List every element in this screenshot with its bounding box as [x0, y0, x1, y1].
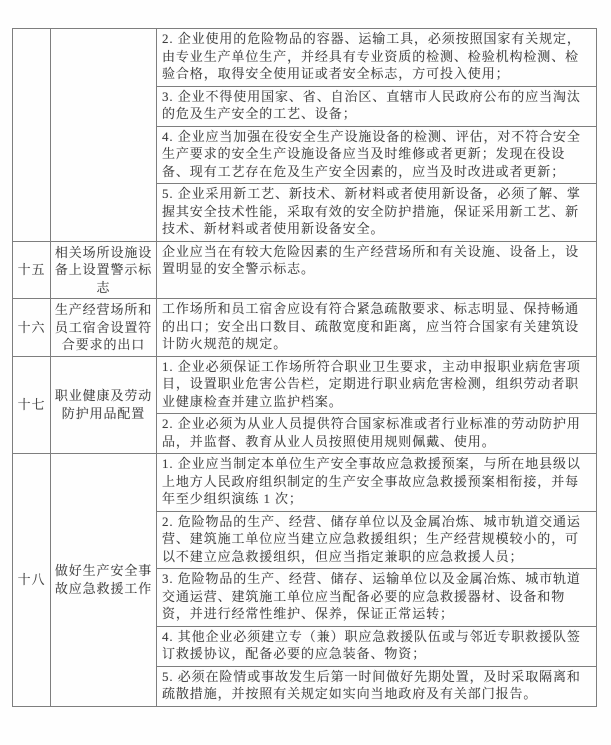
- table-row-17: [13, 356, 597, 454]
- row-index-cell: 十八: [13, 454, 51, 707]
- table-row-15: [13, 241, 597, 299]
- row-title-cell: [51, 29, 157, 242]
- table-row-16: [13, 299, 597, 357]
- clause-item: 2. 企业必须为从业人员提供符合国家标准或者行业标准的劳动防护用品，并监督、教育从业人员按照使用规则佩戴、使用。: [162, 416, 581, 449]
- clause-item: 企业应当在有较大危险因素的生产经营场所和有关设施、设备上，设置明显的安全警示标志。: [162, 243, 580, 276]
- clause-item: 5. 必须在险情或事故发生后第一时间做好先期处置，及时采取隔离和疏散措施，并按照有关规定如实向当地政府及有关部门报告。: [162, 668, 581, 701]
- clause-item: 1. 企业必须保证工作场所符合职业卫生要求，主动申报职业病危害项目，设置职业危害公告栏，定期进行职业病危害检测，组织劳动者职业健康检查并建立监护档案。: [157, 357, 596, 415]
- table-row-continuation: [13, 29, 597, 242]
- row-title-cell: 相关场所设施设备上设置警示标志: [51, 241, 157, 299]
- row-title-cell: 做好生产安全事故应急救援工作: [51, 454, 157, 707]
- row-index-cell: 十六: [13, 299, 51, 357]
- row-title-cell: 职业健康及劳动防护用品配置: [51, 356, 157, 454]
- row-content-cell: [157, 241, 597, 299]
- clause-item: 3. 危险物品的生产、经营、储存、运输单位以及金属冶炼、城市轨道交通运营、建筑施工单位应当配备必要的应急救援器材、设备和物资，并进行经常性维护、保养，保证正常运转；: [157, 569, 596, 627]
- clause-item: 2. 危险物品的生产、经营、储存单位以及金属冶炼、城市轨道交通运营、建筑施工单位应当建立应急救援组织；生产经营规模较小的，可以不建立应急救援组织，但应当指定兼职的应急救援人员；: [157, 512, 596, 570]
- row-content-cell: [157, 454, 597, 707]
- table-row-18: [13, 454, 597, 707]
- row-content-cell: [157, 356, 597, 454]
- row-content-cell: [157, 29, 597, 242]
- row-index-cell: [13, 29, 51, 242]
- clause-item: 5. 企业采用新工艺、新技术、新材料或者使用新设备，必须了解、掌握其安全技术性能，采取有效的安全防护措施，保证采用新工艺、新技术、新材料或者使用新设备安全。: [162, 186, 581, 236]
- clause-item: 2. 企业使用的危险物品的容器、运输工具，必须按照国家有关规定，由专业生产单位生产，并经具有专业资质的检测、检验机构检测、检验合格，取得安全使用证或者安全标志，方可投入使用；: [157, 29, 596, 87]
- row-title-cell: 生产经营场所和员工宿舍设置符合要求的出口: [51, 299, 157, 357]
- clause-item: 3. 企业不得使用国家、省、自治区、直辖市人民政府公布的应当淘汰的危及生产安全的工艺、设备；: [157, 87, 596, 127]
- row-index-cell: 十五: [13, 241, 51, 299]
- clause-item: 4. 企业应当加强在役安全生产设施设备的检测、评估，对不符合安全生产要求的安全生产设施设备应当及时维修或者更新；发现在役设备、现有工艺存在危及生产安全因素的，应当及时改进或者更新；: [157, 127, 596, 185]
- clause-item: 工作场所和员工宿舍应设有符合紧急疏散要求、标志明显、保持畅通的出口；安全出口数目、疏散宽度和距离，应当符合国家有关建筑设计防火规范的规定。: [162, 301, 580, 351]
- safety-regulations-table: [12, 28, 597, 707]
- row-content-cell: [157, 299, 597, 357]
- row-index-cell: 十七: [13, 356, 51, 454]
- clause-item: 1. 企业应当制定本单位生产安全事故应急救援预案，与所在地县级以上地方人民政府组织制定的生产安全事故应急救援预案相衔接，并每年至少组织演练 1 次；: [157, 454, 596, 512]
- clause-item: 4. 其他企业必须建立专（兼）职应急救援队伍或与邻近专职救援队签订救援协议，配备必要的应急装备、物资；: [157, 627, 596, 667]
